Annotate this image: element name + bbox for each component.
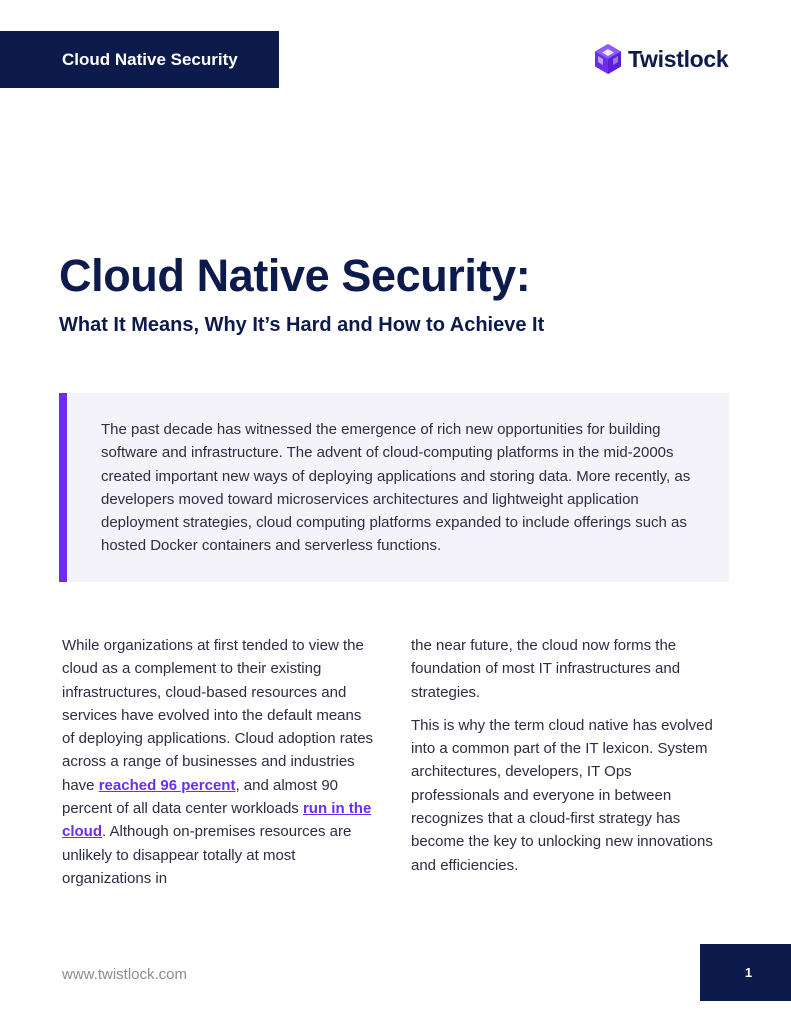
header-tab <box>0 31 279 88</box>
run-in-the-cloud-link[interactable]: run in the cloud <box>62 800 372 841</box>
body-paragraph-1 <box>62 634 374 890</box>
page-number-box <box>700 944 791 1001</box>
body-paragraph-1-cont: the near future, the cloud now forms the foundation of most IT infrastructures and strategies. <box>411 637 681 701</box>
logo-text: Twistlock <box>628 45 729 72</box>
body-paragraph-2: This is why the term cloud native has evolved into a common part of the IT lexicon. System architectures, developers, IT Ops professionals and everyone in between recognizes that a cloud-first strategy has become the key to unlocking new innovations and efficiencies. <box>411 716 713 874</box>
body-column-left <box>62 634 374 890</box>
page-subtitle: What It Means, Why It’s Hard and How to Achieve It <box>59 314 545 336</box>
body-column-right <box>411 634 723 877</box>
body-text: While organizations at first tended to view the cloud as a complement to their existing infrastructures, cloud-based resources and services have evolved into the default means of deploying applications. Cloud adoption rates across a range of businesses and industries have <box>62 637 374 794</box>
reached-96-percent-link[interactable]: reached 96 percent <box>98 776 236 794</box>
page-number: 1 <box>744 965 753 980</box>
body-text: . Although on-premises resources are unlikely to disappear totally at most organizations in <box>62 823 352 887</box>
footer-url[interactable]: www.twistlock.com <box>62 966 188 983</box>
body-text: , and almost 90 percent of all data center workloads <box>62 776 339 818</box>
page-title: Cloud Native Security: <box>59 250 531 301</box>
intro-text: The past decade has witnessed the emergence of rich new opportunities for building software and infrastructure. The advent of cloud-computing platforms in the mid-2000s created important new ways of deploying applications and storing data. More recently, as developers moved toward microservices architectures and lightweight application deployment strategies, cloud computing platforms expanded to include offerings such as hosted Docker containers and serverless functions. <box>101 421 691 555</box>
intro-callout <box>59 393 729 582</box>
twistlock-logo[interactable] <box>593 42 728 76</box>
header-tab-label: Cloud Native Security <box>62 49 238 69</box>
twistlock-cube-logo-icon <box>593 43 623 75</box>
